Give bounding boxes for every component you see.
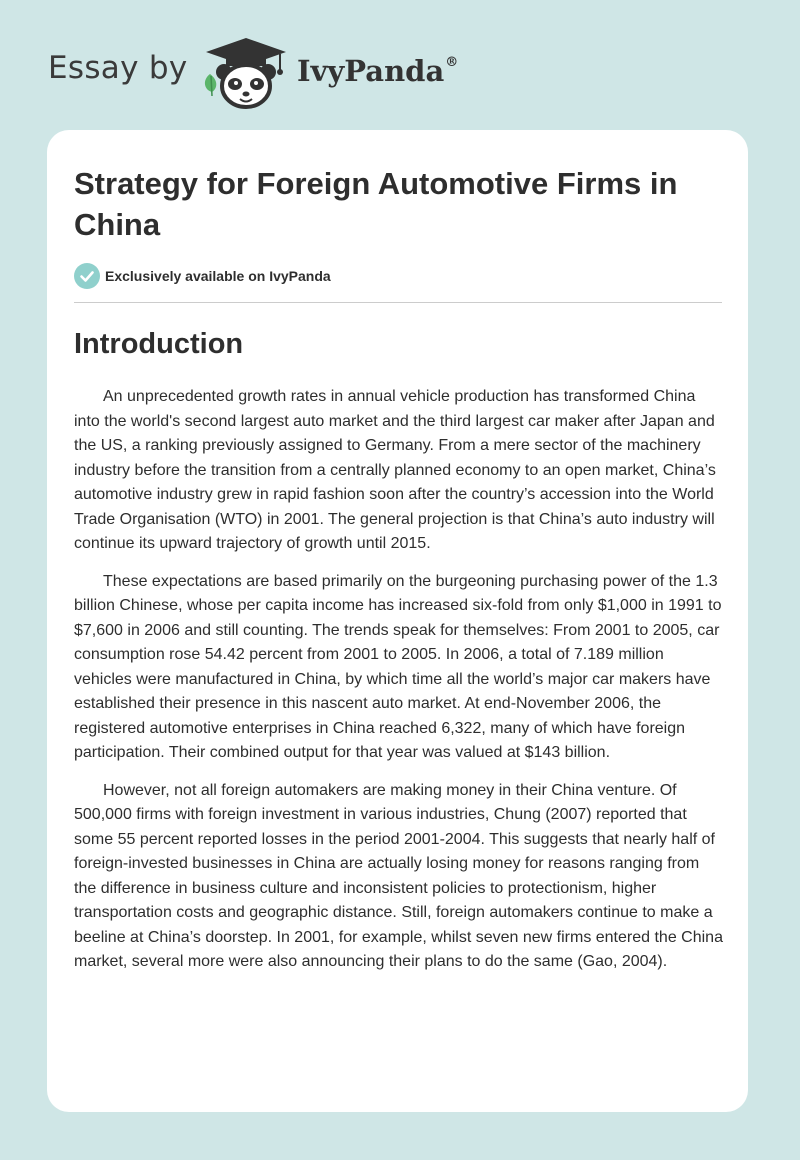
essay-body [74,385,724,988]
paragraph: However, not all foreign automakers are making money in their China venture. Of 500,000 firms with foreign investment in various industries, Chung (2007) reported that some 55 percent reported losses in the period 2001-2004. This suggests that nearly half of foreign-invested businesses in China are actually losing money for reasons ranging from the difference in business culture and inconsistent policies to protectionism, higher transportation costs and geographic distance. Still, foreign automakers continue to make a beeline at China’s doorstep. In 2001, for example, whilst seven new firms entered the China market, several more were also announcing their plans to do the same (Gao, 2004). [74,781,723,970]
brand-text: IvyPanda [297,54,445,88]
site-header [0,0,800,130]
essay-by-label: Essay by [48,50,188,86]
exclusive-badge [74,263,331,289]
paragraph: An unprecedented growth rates in annual vehicle production has transformed China into the world's second largest auto market and the third largest car maker after Japan and the US, a ranking previously assigned to Germany. From a mere sector of the machinery industry before the transition from a centrally planned economy to an open market, China’s automotive industry grew in rapid fashion soon after the country’s accession into the World Trade Organisation (WTO) in 2001. The general projection is that China’s auto industry will continue its upward trajectory of growth until 2015. [74,388,716,552]
badge-label: Exclusively available on IvyPanda [105,268,331,284]
brand-name[interactable] [297,54,458,88]
section-heading: Introduction [74,328,244,360]
essay-title: Strategy for Foreign Automotive Firms in China [74,166,678,242]
check-circle-icon [74,263,100,289]
essay-card [47,130,748,1112]
panda-graduate-icon[interactable] [200,36,292,110]
paragraph: These expectations are based primarily on the burgeoning purchasing power of the 1.3 billion Chinese, whose per capita income has increased six-fold from only $1,000 in 1991 to $7,600 in 2006 and still counting. The trends speak for themselves: From 2001 to 2005, car consumption rose 54.42 percent from 2001 to 2005. In 2006, a total of 7.189 million vehicles were manufactured in China, by which time all the world’s major car makers have established their presence in this nascent auto market. At end-November 2006, the registered automotive enterprises in China reached 6,322, many of which have foreign participation. Their combined output for that year was valued at $143 billion. [74,572,722,761]
registered-mark: ® [445,55,459,71]
divider [74,302,722,303]
